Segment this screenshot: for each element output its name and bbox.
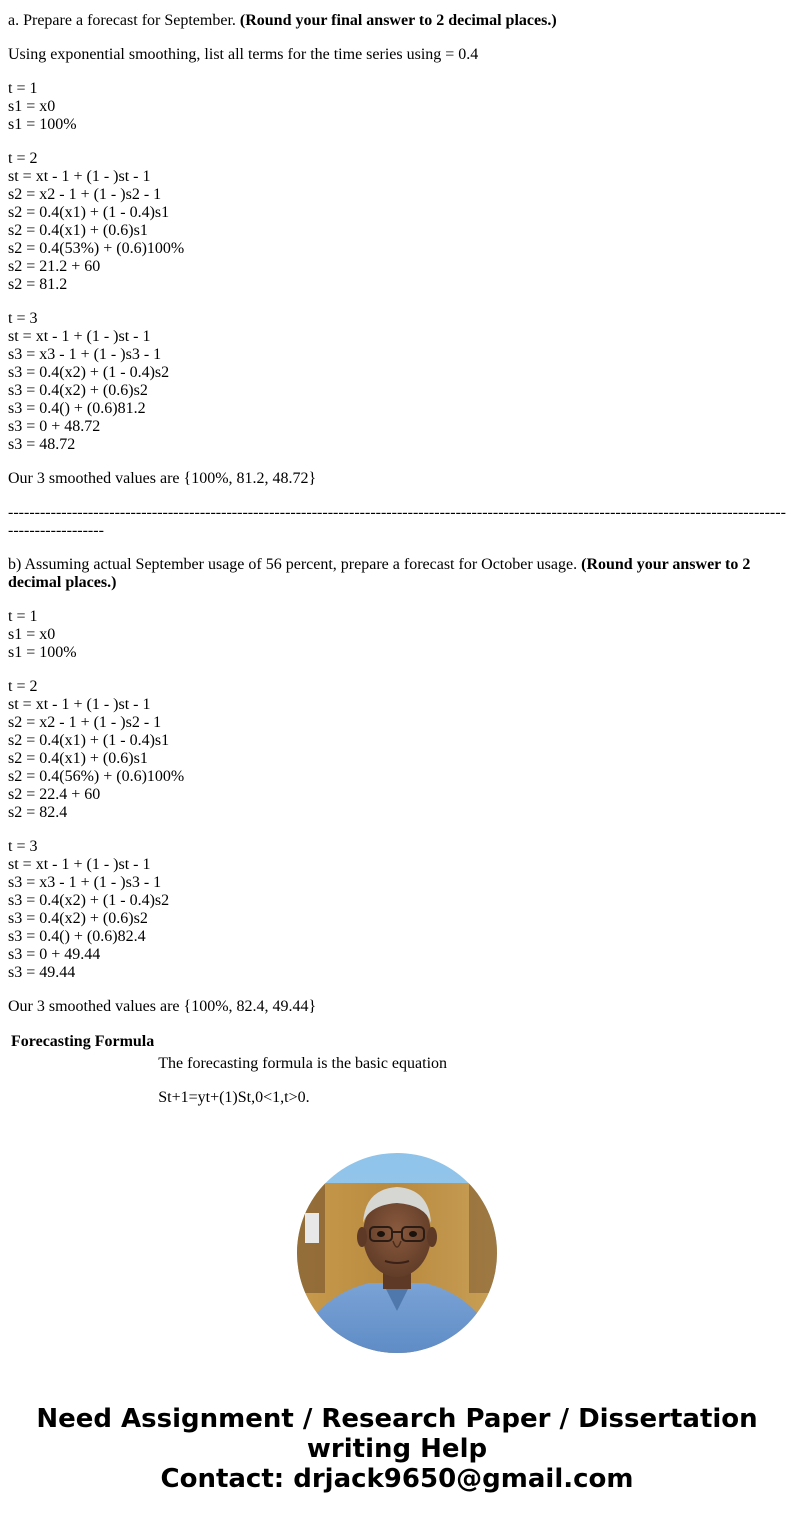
part-a-t3-line: s3 = 0.4(x2) + (1 - 0.4)s2 (8, 364, 170, 381)
part-b-t1-line: s1 = 100% (8, 644, 77, 661)
formula-equation: St+1=yt+(1)St,0<1,t>0. (158, 1089, 310, 1106)
part-b-t2-line: s2 = 82.4 (8, 804, 68, 821)
footer-line-1: Need Assignment / Research Paper / Dissertation (36, 1404, 758, 1434)
part-b-t1-block (8, 608, 786, 662)
part-a-t2-block (8, 150, 786, 294)
part-b-question-bold: (Round your answer to 2 decimal places.) (8, 556, 751, 591)
part-b-t3-line: s3 = 49.44 (8, 964, 76, 981)
part-a-question (8, 12, 786, 30)
part-a-summary: Our 3 smoothed values are {100%, 81.2, 48.72} (8, 470, 317, 487)
part-b-t2-line: st = xt - 1 + (1 - )st - 1 (8, 696, 151, 713)
part-b-t3-line: s3 = x3 - 1 + (1 - )s3 - 1 (8, 874, 162, 891)
part-b-t2-block (8, 678, 786, 822)
part-a-t2-line: s2 = 0.4(x1) + (1 - 0.4)s1 (8, 204, 170, 221)
part-b-question-text: b) Assuming actual September usage of 56 percent, prepare a forecast for October usage. (8, 556, 578, 573)
formula-heading: Forecasting Formula (11, 1033, 155, 1050)
part-a-t1-line: t = 1 (8, 80, 38, 97)
part-b-t3-block (8, 838, 786, 982)
part-b-t3-line: s3 = 0.4() + (0.6)82.4 (8, 928, 146, 945)
part-a-intro: Using exponential smoothing, list all terms for the time series using = 0.4 (8, 46, 479, 63)
footer-banner (0, 1404, 794, 1494)
part-a-t2-line: s2 = 0.4(x1) + (0.6)s1 (8, 222, 148, 239)
author-photo (297, 1153, 497, 1353)
part-b-t2-line: s2 = x2 - 1 + (1 - )s2 - 1 (8, 714, 162, 731)
part-b-t2-line: s2 = 0.4(x1) + (0.6)s1 (8, 750, 148, 767)
part-a-t3-line: t = 3 (8, 310, 38, 327)
footer-line-2: writing Help (306, 1434, 488, 1464)
part-a-t1-line: s1 = x0 (8, 98, 56, 115)
part-a-t2-line: t = 2 (8, 150, 38, 167)
footer-contact: Contact: drjack9650@gmail.com (160, 1464, 634, 1494)
part-a-t2-line: s2 = 21.2 + 60 (8, 258, 101, 275)
formula-body-row (10, 1054, 448, 1124)
part-a-t3-line: s3 = 48.72 (8, 436, 76, 453)
part-a-t3-line: st = xt - 1 + (1 - )st - 1 (8, 328, 151, 345)
part-a-t3-block (8, 310, 786, 454)
formula-table (8, 1030, 450, 1126)
part-a-t2-line: s2 = x2 - 1 + (1 - )s2 - 1 (8, 186, 162, 203)
part-a-t3-line: s3 = 0.4() + (0.6)81.2 (8, 400, 146, 417)
part-a-t3-line: s3 = 0.4(x2) + (0.6)s2 (8, 382, 148, 399)
author-avatar (297, 1153, 497, 1353)
part-a-t2-line: s2 = 81.2 (8, 276, 68, 293)
part-a-t3-line: s3 = x3 - 1 + (1 - )s3 - 1 (8, 346, 162, 363)
part-b-t3-line: t = 3 (8, 838, 38, 855)
formula-text: The forecasting formula is the basic equation (158, 1055, 448, 1072)
part-b-question (8, 556, 786, 592)
formula-heading-row (10, 1032, 448, 1052)
part-b-t3-line: s3 = 0.4(x2) + (0.6)s2 (8, 910, 148, 927)
part-b-t1-line: t = 1 (8, 608, 38, 625)
part-b-t2-line: t = 2 (8, 678, 38, 695)
part-b-t2-line: s2 = 22.4 + 60 (8, 786, 101, 803)
formula-cell (157, 1054, 448, 1124)
part-a-t2-line: st = xt - 1 + (1 - )st - 1 (8, 168, 151, 185)
part-a-t1-line: s1 = 100% (8, 116, 77, 133)
part-b-t1-line: s1 = x0 (8, 626, 56, 643)
part-a-t3-line: s3 = 0 + 48.72 (8, 418, 101, 435)
part-b-t2-line: s2 = 0.4(56%) + (0.6)100% (8, 768, 185, 785)
part-b-t3-line: s3 = 0.4(x2) + (1 - 0.4)s2 (8, 892, 170, 909)
part-a-t1-block (8, 80, 786, 134)
part-b-t3-line: s3 = 0 + 49.44 (8, 946, 101, 963)
part-a-question-bold: (Round your final answer to 2 decimal places.) (239, 12, 557, 29)
section-separator: -------------------------------------------------------------------------------------------------------------------------------------------------------------------- (8, 504, 786, 539)
part-a-question-text: a. Prepare a forecast for September. (8, 12, 236, 29)
part-b-t2-line: s2 = 0.4(x1) + (1 - 0.4)s1 (8, 732, 170, 749)
part-b-t3-line: st = xt - 1 + (1 - )st - 1 (8, 856, 151, 873)
document-body (8, 12, 786, 1126)
part-b-summary: Our 3 smoothed values are {100%, 82.4, 49.44} (8, 998, 317, 1015)
part-a-t2-line: s2 = 0.4(53%) + (0.6)100% (8, 240, 185, 257)
